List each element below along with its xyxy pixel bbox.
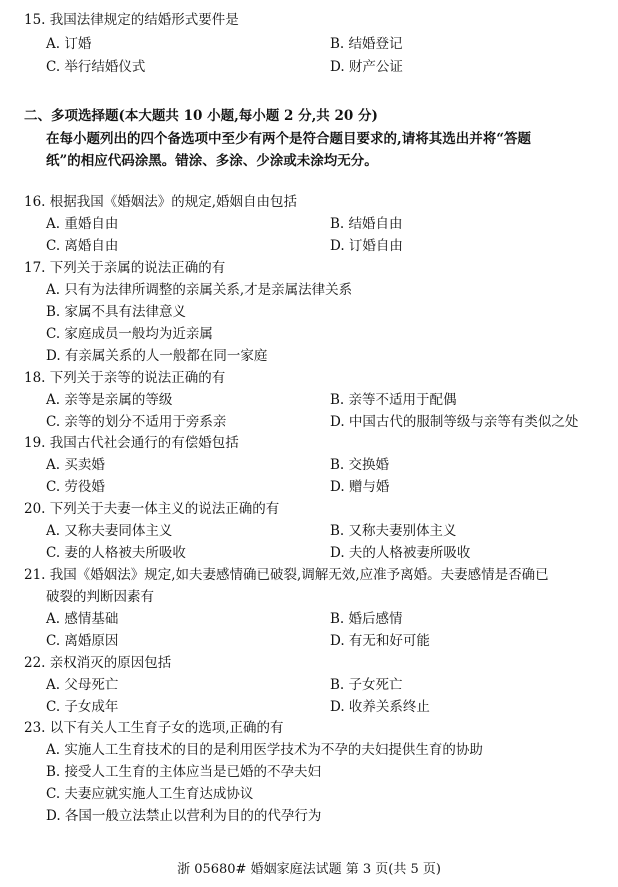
page-footer: 浙 05680# 婚姻家庭法试题 第 3 页(共 5 页): [177, 862, 441, 877]
question-23-stem: 23. 以下有关人工生育子女的选项,正确的有: [24, 720, 284, 736]
question-21-stem-line2: 破裂的判断因素有: [46, 589, 154, 605]
question-16-option-a: A. 重婚自由: [46, 216, 119, 232]
question-18-option-b: B. 亲等不适用于配偶: [330, 392, 457, 408]
question-21-option-c: C. 离婚原因: [46, 633, 119, 649]
question-19-option-d: D. 赠与婚: [330, 479, 390, 495]
question-22-option-b: B. 子女死亡: [330, 677, 403, 693]
question-15-stem: 15. 我国法律规定的结婚形式要件是: [24, 12, 239, 28]
question-17-option-b: B. 家属不具有法律意义: [46, 304, 187, 320]
question-21-option-d: D. 有无和好可能: [330, 633, 430, 649]
question-19-option-c: C. 劳役婚: [46, 479, 105, 495]
question-20-option-c: C. 妻的人格被夫所吸收: [46, 545, 186, 561]
question-22-stem: 22. 亲权消灭的原因包括: [24, 655, 172, 671]
question-21-stem-line1: 21. 我国《婚姻法》规定,如夫妻感情确已破裂,调解无效,应准予离婚。夫妻感情是否确已: [24, 567, 549, 583]
question-17-option-c: C. 家庭成员一般均为近亲属: [46, 326, 213, 342]
question-23-option-d: D. 各国一般立法禁止以营利为目的的代孕行为: [46, 808, 322, 824]
question-23-option-a: A. 实施人工生育技术的目的是利用医学技术为不孕的夫妇提供生育的协助: [46, 742, 483, 758]
question-22-option-c: C. 子女成年: [46, 699, 119, 715]
question-17-option-d: D. 有亲属关系的人一般都在同一家庭: [46, 348, 268, 364]
question-18-option-d: D. 中国古代的服制等级与亲等有类似之处: [330, 414, 579, 430]
question-15-option-b: B. 结婚登记: [330, 36, 403, 52]
question-22-option-a: A. 父母死亡: [46, 677, 119, 693]
question-18-option-c: C. 亲等的划分不适用于旁系亲: [46, 414, 227, 430]
question-19-option-a: A. 买卖婚: [46, 457, 105, 473]
question-16-stem: 16. 根据我国《婚姻法》的规定,婚姻自由包括: [24, 194, 298, 210]
question-16-option-d: D. 订婚自由: [330, 238, 403, 254]
question-21-option-b: B. 婚后感情: [330, 611, 403, 627]
question-20-stem: 20. 下列关于夫妻一体主义的说法正确的有: [24, 501, 280, 517]
question-20-option-d: D. 夫的人格被妻所吸收: [330, 545, 471, 561]
question-23-option-c: C. 夫妻应就实施人工生育达成协议: [46, 786, 254, 802]
question-19-option-b: B. 交换婚: [330, 457, 390, 473]
question-20-option-b: B. 又称夫妻别体主义: [330, 523, 457, 539]
question-19-stem: 19. 我国古代社会通行的有偿婚包括: [24, 435, 239, 451]
section-2-instruction-line2: 纸”的相应代码涂黑。错涂、多涂、少涂或未涂均无分。: [46, 153, 378, 169]
question-16-option-c: C. 离婚自由: [46, 238, 119, 254]
question-23-option-b: B. 接受人工生育的主体应当是已婚的不孕夫妇: [46, 764, 322, 780]
section-2-title: 二、多项选择题(本大题共 10 小题,每小题 2 分,共 20 分): [24, 108, 378, 124]
section-2-instruction-line1: 在每小题列出的四个备选项中至少有两个是符合题目要求的,请将其选出并将“答题: [46, 131, 531, 147]
question-22-option-d: D. 收养关系终止: [330, 699, 430, 715]
question-15-option-c: C. 举行结婚仪式: [46, 59, 146, 75]
question-15-option-a: A. 订婚: [46, 36, 92, 52]
question-15-option-d: D. 财产公证: [330, 59, 403, 75]
question-21-option-a: A. 感情基础: [46, 611, 119, 627]
question-20-option-a: A. 又称夫妻同体主义: [46, 523, 173, 539]
question-16-option-b: B. 结婚自由: [330, 216, 403, 232]
question-17-stem: 17. 下列关于亲属的说法正确的有: [24, 260, 226, 276]
question-17-option-a: A. 只有为法律所调整的亲属关系,才是亲属法律关系: [46, 282, 353, 298]
question-18-option-a: A. 亲等是亲属的等级: [46, 392, 173, 408]
question-18-stem: 18. 下列关于亲等的说法正确的有: [24, 370, 226, 386]
